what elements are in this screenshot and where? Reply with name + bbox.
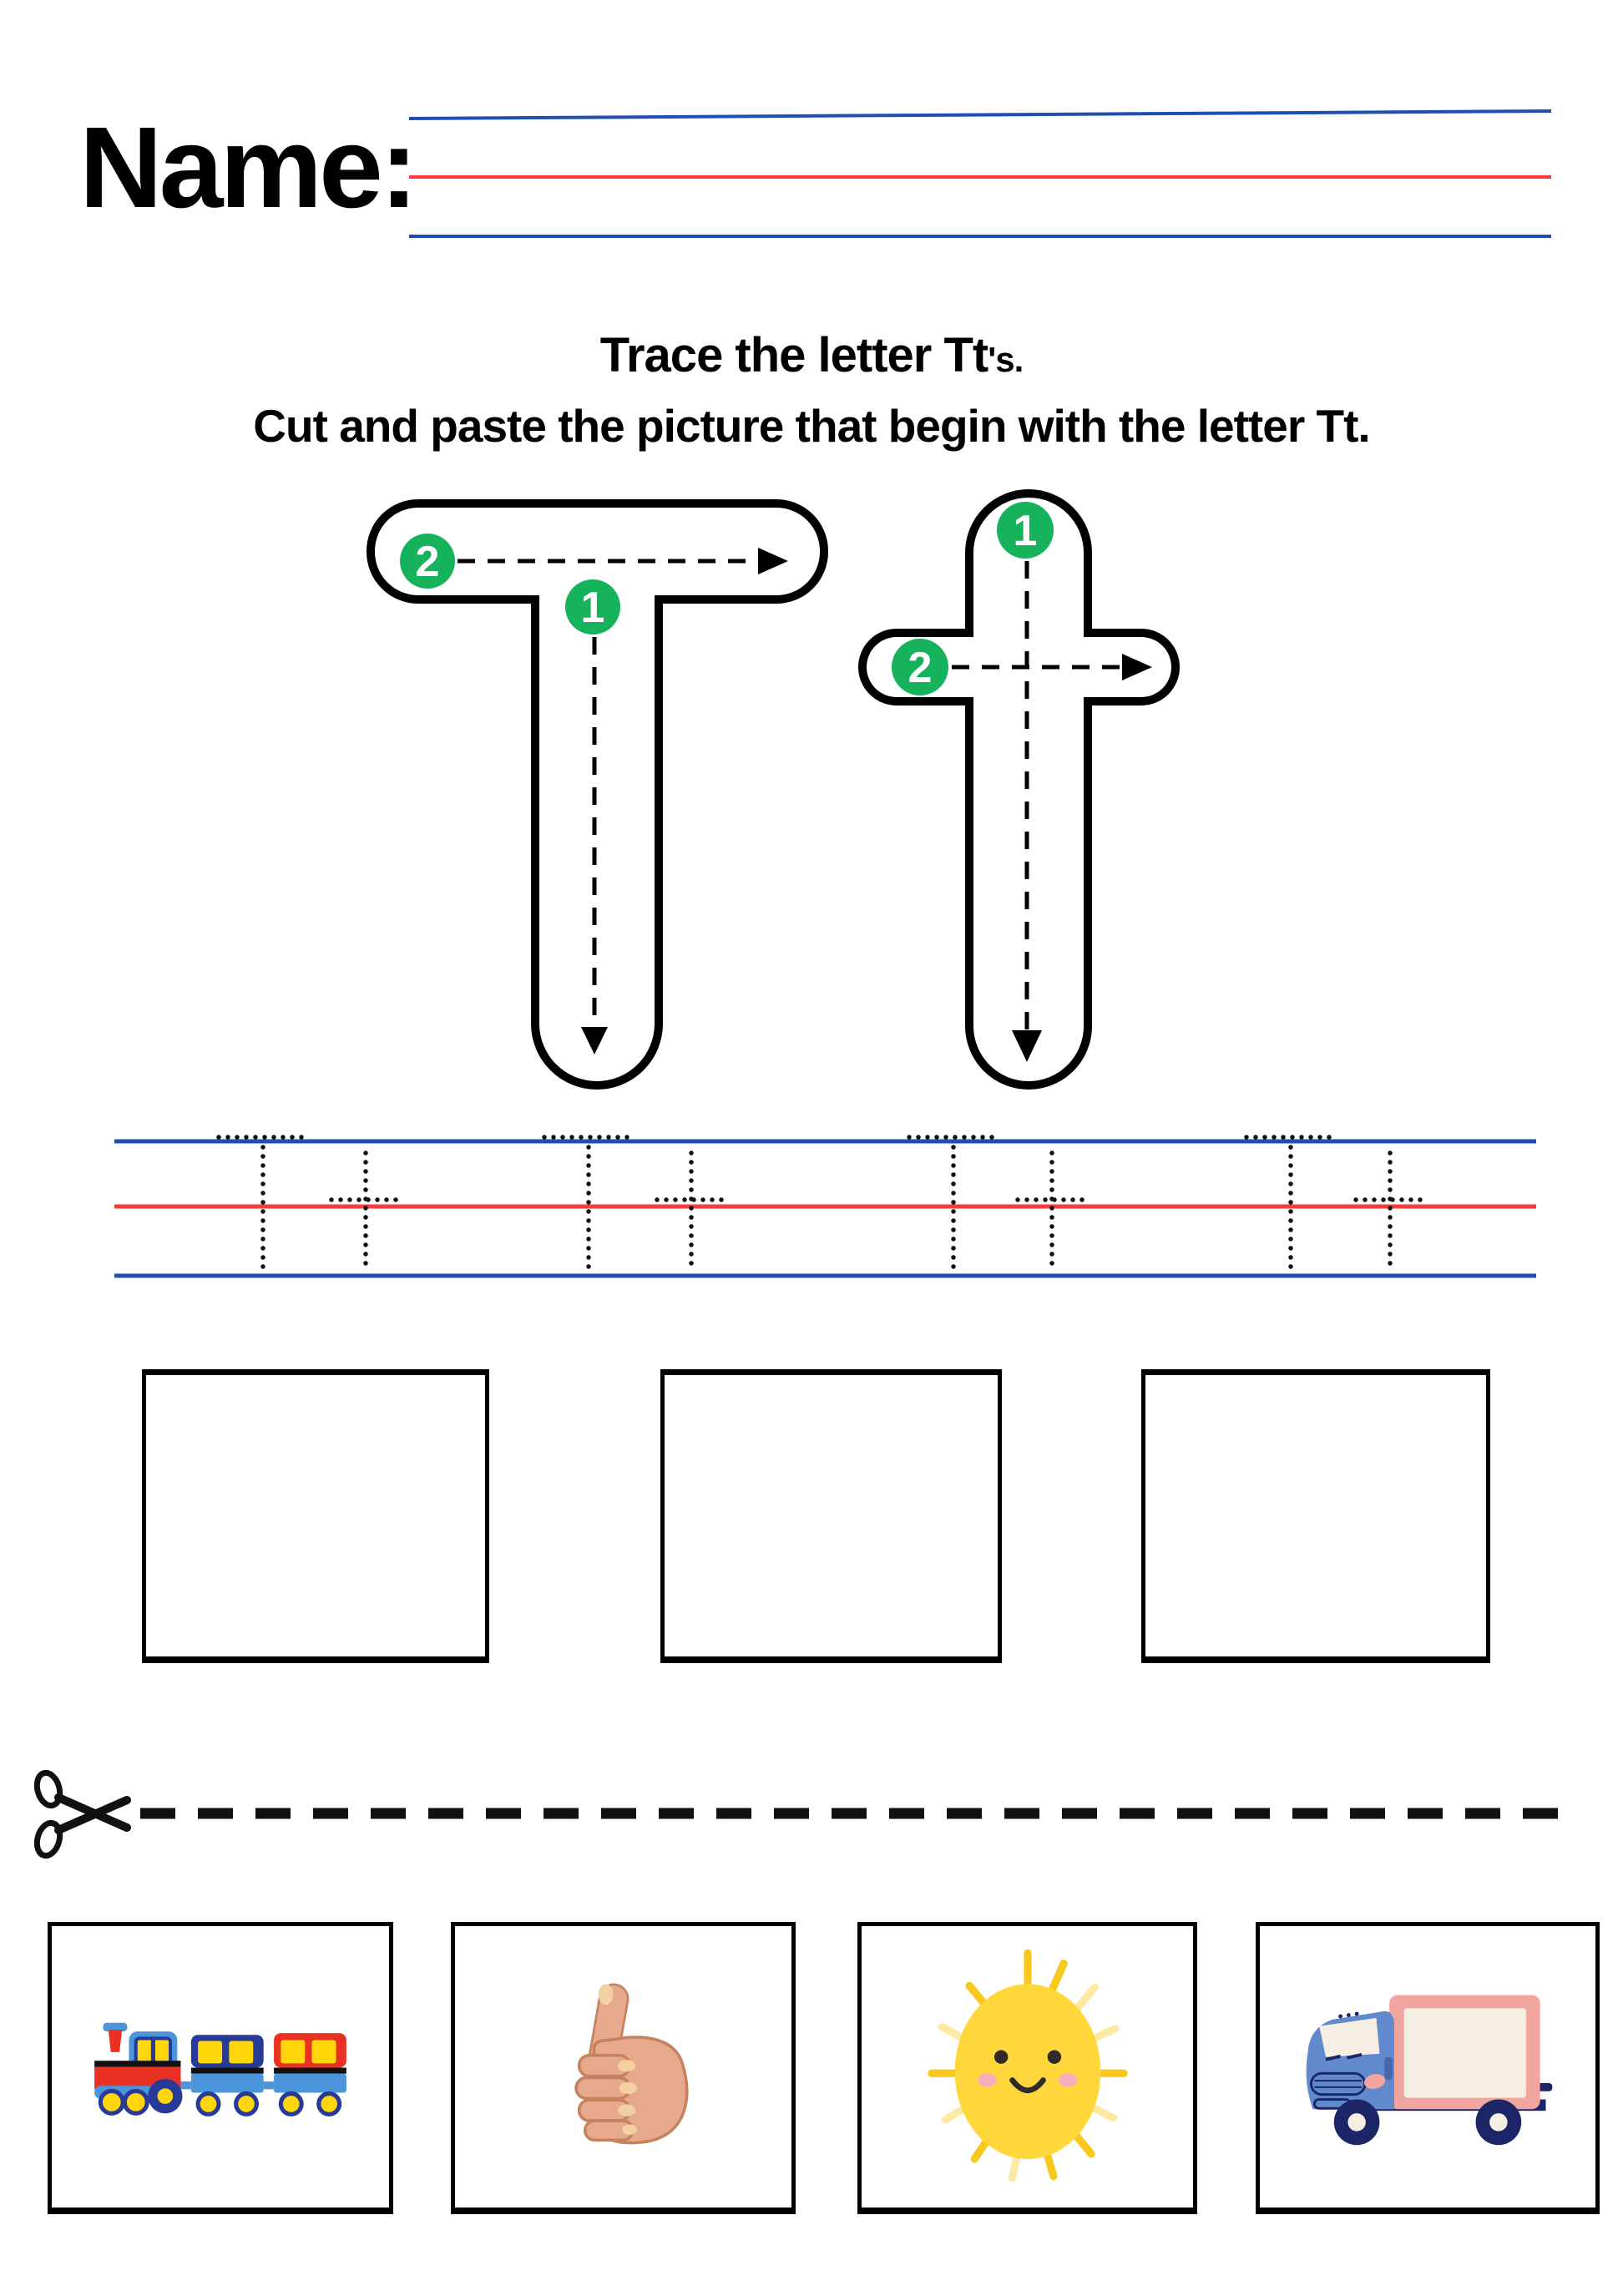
stroke-badge-t-2-label: 2 <box>908 644 933 692</box>
thumb-icon <box>549 1978 698 2157</box>
sun-icon <box>916 1943 1140 2192</box>
practice-guide-lines[interactable] <box>114 1141 1536 1276</box>
stroke-badge-t-2 <box>892 639 948 695</box>
paste-box-3[interactable] <box>1141 1369 1490 1663</box>
name-label: Name: <box>79 104 415 232</box>
picture-card-sun[interactable] <box>857 1922 1197 2214</box>
name-writing-lines[interactable] <box>409 111 1551 236</box>
instruction-line-1 <box>0 327 1623 383</box>
picture-card-thumb[interactable] <box>451 1922 796 2214</box>
picture-card-train[interactable] <box>48 1922 393 2214</box>
stroke-badge-T-1 <box>565 579 620 635</box>
stroke-badge-T-2 <box>400 534 455 589</box>
name-line-top <box>409 111 1551 119</box>
instruction-line-2: Cut and paste the picture that begin with the letter Tt. <box>253 400 1370 452</box>
stroke-badge-T-2-label: 2 <box>415 538 440 586</box>
picture-card-truck[interactable] <box>1256 1922 1600 2214</box>
train-icon <box>91 2017 350 2117</box>
stroke-badge-t-1 <box>997 502 1054 559</box>
instruction-line-1-suffix: 's. <box>988 340 1024 379</box>
dotted-practice-letters[interactable] <box>219 1137 1424 1267</box>
instruction-line-1-main: Trace the letter Tt <box>599 328 988 382</box>
paste-box-1[interactable] <box>142 1369 489 1663</box>
scissors-icon <box>33 1770 127 1859</box>
stroke-badge-T-1-label: 1 <box>580 584 605 632</box>
paste-box-2[interactable] <box>660 1369 1002 1663</box>
trace-letter-lowercase-t[interactable] <box>867 498 1171 1081</box>
truck-icon <box>1293 1977 1562 2157</box>
stroke-badge-t-1-label: 1 <box>1013 507 1038 555</box>
